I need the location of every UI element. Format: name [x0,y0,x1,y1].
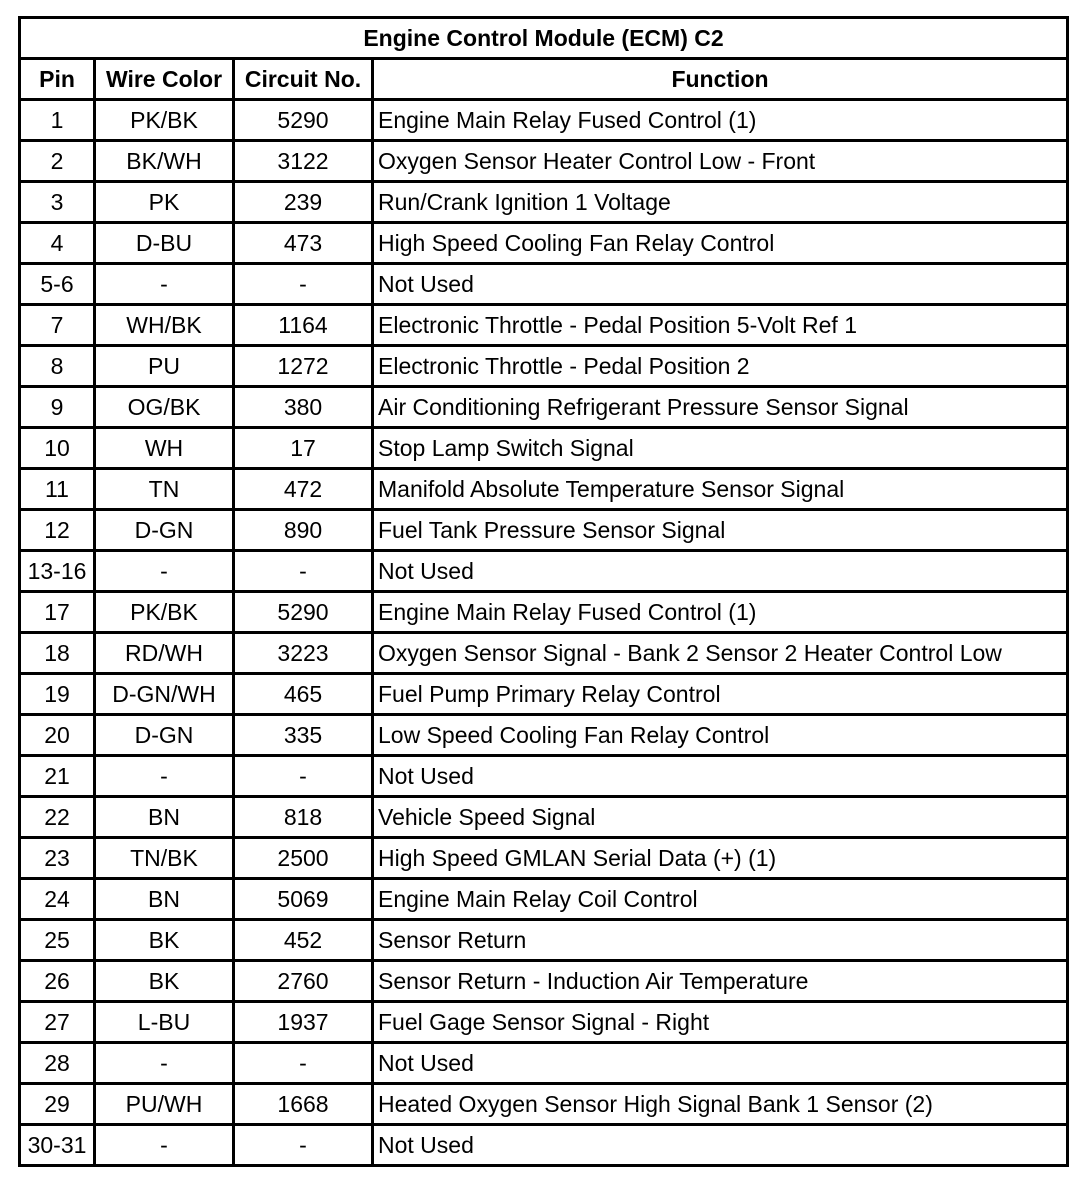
pin-cell: 4 [20,223,95,264]
function-cell: Not Used [373,264,1068,305]
table-body [20,100,1068,1166]
function-cell: Oxygen Sensor Heater Control Low - Front [373,141,1068,182]
table-row [20,1084,1068,1125]
wire-color-cell: PU/WH [95,1084,234,1125]
table-row [20,1125,1068,1166]
circuit-cell: 239 [234,182,373,223]
function-cell: Oxygen Sensor Signal - Bank 2 Sensor 2 Heater Control Low [373,633,1068,674]
pin-cell: 26 [20,961,95,1002]
function-cell: Heated Oxygen Sensor High Signal Bank 1 Sensor (2) [373,1084,1068,1125]
circuit-cell: 5290 [234,100,373,141]
function-cell: Engine Main Relay Fused Control (1) [373,100,1068,141]
pin-cell: 19 [20,674,95,715]
wire-color-cell: - [95,264,234,305]
circuit-cell: - [234,264,373,305]
pin-cell: 13-16 [20,551,95,592]
circuit-cell: 818 [234,797,373,838]
pin-cell: 3 [20,182,95,223]
pin-cell: 24 [20,879,95,920]
column-header-pin: Pin [20,59,95,100]
wire-color-cell: PK/BK [95,100,234,141]
wire-color-cell: D-BU [95,223,234,264]
pin-cell: 11 [20,469,95,510]
circuit-cell: - [234,1043,373,1084]
circuit-cell: - [234,551,373,592]
wire-color-cell: OG/BK [95,387,234,428]
pin-cell: 5-6 [20,264,95,305]
column-header-wire-color: Wire Color [95,59,234,100]
table-row [20,305,1068,346]
table-row [20,510,1068,551]
function-cell: Manifold Absolute Temperature Sensor Signal [373,469,1068,510]
connector-pinout-table [18,16,1069,1167]
table-row [20,100,1068,141]
function-cell: Not Used [373,551,1068,592]
circuit-cell: 452 [234,920,373,961]
table-row [20,797,1068,838]
circuit-cell: 5069 [234,879,373,920]
function-cell: High Speed Cooling Fan Relay Control [373,223,1068,264]
pin-cell: 30-31 [20,1125,95,1166]
wire-color-cell: D-GN/WH [95,674,234,715]
function-cell: Electronic Throttle - Pedal Position 2 [373,346,1068,387]
wire-color-cell: PK/BK [95,592,234,633]
wire-color-cell: BK [95,920,234,961]
wire-color-cell: - [95,756,234,797]
wire-color-cell: L-BU [95,1002,234,1043]
column-header-circuit: Circuit No. [234,59,373,100]
table-row [20,551,1068,592]
circuit-cell: 1937 [234,1002,373,1043]
circuit-cell: 3223 [234,633,373,674]
pin-cell: 17 [20,592,95,633]
circuit-cell: 2760 [234,961,373,1002]
pin-cell: 12 [20,510,95,551]
pin-cell: 8 [20,346,95,387]
circuit-cell: 380 [234,387,373,428]
table-row [20,961,1068,1002]
wire-color-cell: PK [95,182,234,223]
wire-color-cell: - [95,1043,234,1084]
pin-cell: 20 [20,715,95,756]
function-cell: Sensor Return [373,920,1068,961]
function-cell: Not Used [373,756,1068,797]
circuit-cell: - [234,756,373,797]
circuit-cell: 1668 [234,1084,373,1125]
table-row [20,756,1068,797]
table-title-row [20,18,1068,59]
table-title: Engine Control Module (ECM) C2 [20,18,1068,59]
table-row [20,633,1068,674]
function-cell: Low Speed Cooling Fan Relay Control [373,715,1068,756]
function-cell: Air Conditioning Refrigerant Pressure Sensor Signal [373,387,1068,428]
table-row [20,715,1068,756]
function-cell: Not Used [373,1125,1068,1166]
pin-cell: 2 [20,141,95,182]
circuit-cell: 2500 [234,838,373,879]
wire-color-cell: TN/BK [95,838,234,879]
wire-color-cell: BN [95,797,234,838]
function-cell: High Speed GMLAN Serial Data (+) (1) [373,838,1068,879]
table-row [20,346,1068,387]
pin-cell: 10 [20,428,95,469]
function-cell: Engine Main Relay Fused Control (1) [373,592,1068,633]
table-row [20,1002,1068,1043]
table-row [20,387,1068,428]
function-cell: Fuel Pump Primary Relay Control [373,674,1068,715]
table-row [20,182,1068,223]
pin-cell: 21 [20,756,95,797]
table-header-row [20,59,1068,100]
wire-color-cell: TN [95,469,234,510]
table-row [20,469,1068,510]
pin-cell: 29 [20,1084,95,1125]
pin-cell: 22 [20,797,95,838]
circuit-cell: 1164 [234,305,373,346]
table-row [20,879,1068,920]
table-row [20,674,1068,715]
table-row [20,1043,1068,1084]
wire-color-cell: - [95,1125,234,1166]
circuit-cell: 1272 [234,346,373,387]
table-row [20,223,1068,264]
table-row [20,592,1068,633]
function-cell: Electronic Throttle - Pedal Position 5-Volt Ref 1 [373,305,1068,346]
column-header-function: Function [373,59,1068,100]
table-row [20,920,1068,961]
table-row [20,264,1068,305]
wire-color-cell: BK [95,961,234,1002]
circuit-cell: 3122 [234,141,373,182]
circuit-cell: 473 [234,223,373,264]
pin-cell: 27 [20,1002,95,1043]
function-cell: Fuel Tank Pressure Sensor Signal [373,510,1068,551]
circuit-cell: 472 [234,469,373,510]
pin-cell: 1 [20,100,95,141]
circuit-cell: - [234,1125,373,1166]
pin-cell: 28 [20,1043,95,1084]
wire-color-cell: RD/WH [95,633,234,674]
pin-cell: 25 [20,920,95,961]
wire-color-cell: WH/BK [95,305,234,346]
function-cell: Not Used [373,1043,1068,1084]
pin-cell: 18 [20,633,95,674]
wire-color-cell: BN [95,879,234,920]
wire-color-cell: WH [95,428,234,469]
pin-cell: 7 [20,305,95,346]
function-cell: Run/Crank Ignition 1 Voltage [373,182,1068,223]
pin-cell: 23 [20,838,95,879]
function-cell: Fuel Gage Sensor Signal - Right [373,1002,1068,1043]
wire-color-cell: PU [95,346,234,387]
function-cell: Engine Main Relay Coil Control [373,879,1068,920]
function-cell: Stop Lamp Switch Signal [373,428,1068,469]
wire-color-cell: D-GN [95,510,234,551]
circuit-cell: 890 [234,510,373,551]
circuit-cell: 5290 [234,592,373,633]
table-row [20,838,1068,879]
circuit-cell: 465 [234,674,373,715]
function-cell: Sensor Return - Induction Air Temperature [373,961,1068,1002]
function-cell: Vehicle Speed Signal [373,797,1068,838]
pin-cell: 9 [20,387,95,428]
circuit-cell: 17 [234,428,373,469]
wire-color-cell: BK/WH [95,141,234,182]
circuit-cell: 335 [234,715,373,756]
wire-color-cell: D-GN [95,715,234,756]
table-row [20,428,1068,469]
wire-color-cell: - [95,551,234,592]
table-row [20,141,1068,182]
